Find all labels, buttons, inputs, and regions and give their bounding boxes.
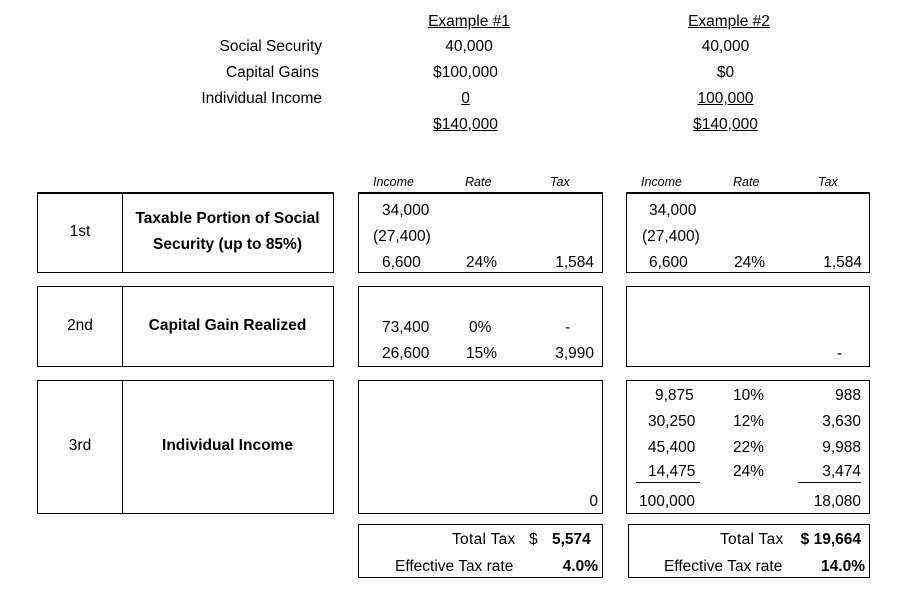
ex2-ii-tax-1: 3,630 (822, 413, 861, 430)
ex1-cg-income-1: 26,600 (382, 345, 430, 362)
ex1-cg-income-0: 73,400 (382, 319, 430, 336)
ex2-ss-line2: (27,400) (642, 228, 700, 245)
ex2-cg-box (626, 286, 870, 367)
example2-total: $140,000 (693, 116, 758, 133)
ex2-ii-income-2: 45,400 (648, 439, 696, 456)
ex2-ii-tax-2: 9,988 (822, 439, 861, 456)
row1-title-line1: Taxable Portion of Social (135, 210, 320, 227)
ex2-ss-income: 6,600 (649, 254, 688, 271)
ex2-ss-tax: 1,584 (823, 254, 862, 271)
ex2-ii-income-0: 9,875 (655, 387, 694, 404)
ex2-tax-sum-underline (798, 482, 861, 483)
ex2-cg-tax: - (837, 345, 843, 362)
row2-order: 2nd (67, 317, 93, 334)
ex2-ii-rate-1: 12% (733, 413, 765, 430)
ex2-ii-total-income: 100,000 (639, 493, 696, 510)
row1-divider (122, 194, 123, 272)
ex2-ii-tax-0: 988 (835, 387, 861, 404)
ex2-col-income: Income (641, 175, 682, 189)
row3-order: 3rd (68, 437, 92, 454)
example2-capital-gains: $0 (716, 64, 735, 81)
ex1-ss-line2: (27,400) (373, 228, 431, 245)
row1-title-line2: Security (up to 85%) (153, 236, 302, 253)
example1-social-security: 40,000 (445, 38, 493, 55)
ex2-ii-total-tax: 18,080 (813, 493, 861, 510)
ex2-ss-rate: 24% (734, 254, 766, 271)
ex2-total-tax-label: Total Tax (720, 531, 784, 548)
ex1-ss-tax: 1,584 (555, 254, 594, 271)
ex2-ii-rate-0: 10% (733, 387, 765, 404)
example2-individual-income: 100,000 (697, 90, 754, 107)
ex2-ii-tax-3: 3,474 (822, 463, 861, 480)
label-capital-gains: Capital Gains (225, 64, 319, 81)
ex2-income-sum-underline (636, 482, 700, 483)
example2-social-security: 40,000 (701, 38, 750, 55)
example1-header: Example #1 (428, 13, 510, 30)
ex1-cg-tax-1: 3,990 (555, 345, 594, 362)
ex1-total-tax-currency: $ (529, 531, 538, 548)
label-individual-income: Individual Income (201, 90, 322, 107)
ex1-totals-box (358, 524, 603, 578)
ex2-ss-line1: 34,000 (649, 202, 697, 219)
row2-title: Capital Gain Realized (148, 317, 307, 334)
ex1-cg-box (358, 286, 603, 367)
ex1-ss-rate: 24% (466, 254, 498, 271)
ex2-col-rate: Rate (733, 175, 760, 189)
row1-order: 1st (69, 223, 91, 240)
ex1-eff-rate: 4.0% (562, 558, 598, 575)
example1-individual-income: 0 (461, 90, 470, 107)
example1-total: $140,000 (433, 116, 498, 133)
ex1-cg-rate-1: 15% (466, 345, 498, 362)
row1-label-box (37, 192, 334, 273)
row3-label-box (37, 380, 334, 514)
example2-header: Example #2 (688, 13, 770, 30)
ex2-totals-box (628, 524, 870, 578)
ex2-col-tax: Tax (818, 175, 838, 189)
ex1-cg-rate-0: 0% (469, 319, 492, 336)
row3-title: Individual Income (162, 437, 293, 454)
ex2-ii-income-3: 14,475 (648, 463, 696, 480)
ex1-ss-box (358, 192, 603, 273)
ex2-ii-box (626, 380, 870, 514)
ex2-eff-rate: 14.0% (821, 558, 865, 575)
ex2-ii-rate-2: 22% (733, 439, 765, 456)
ex2-ss-box (626, 192, 870, 273)
ex1-col-income: Income (373, 175, 414, 189)
ex1-col-rate: Rate (465, 175, 492, 189)
ex2-ii-income-1: 30,250 (648, 413, 696, 430)
ex2-ii-rate-3: 24% (733, 463, 765, 480)
ex1-col-tax: Tax (550, 175, 570, 189)
ex1-eff-label: Effective Tax rate (395, 558, 514, 575)
ex1-ss-income: 6,600 (382, 254, 421, 271)
ex2-total-tax: $ 19,664 (800, 531, 861, 548)
ex1-ii-total: 0 (589, 493, 598, 510)
ex2-eff-label: Effective Tax rate (664, 558, 783, 575)
label-social-security: Social Security (219, 38, 322, 55)
row2-label-box (37, 286, 334, 367)
ex1-ss-line1: 34,000 (382, 202, 430, 219)
ex1-total-tax-label: Total Tax (452, 531, 516, 548)
ex1-ii-box (358, 380, 603, 514)
ex1-total-tax: 5,574 (552, 531, 591, 548)
ex1-cg-tax-0: - (565, 319, 571, 336)
example1-capital-gains: $100,000 (433, 64, 498, 81)
